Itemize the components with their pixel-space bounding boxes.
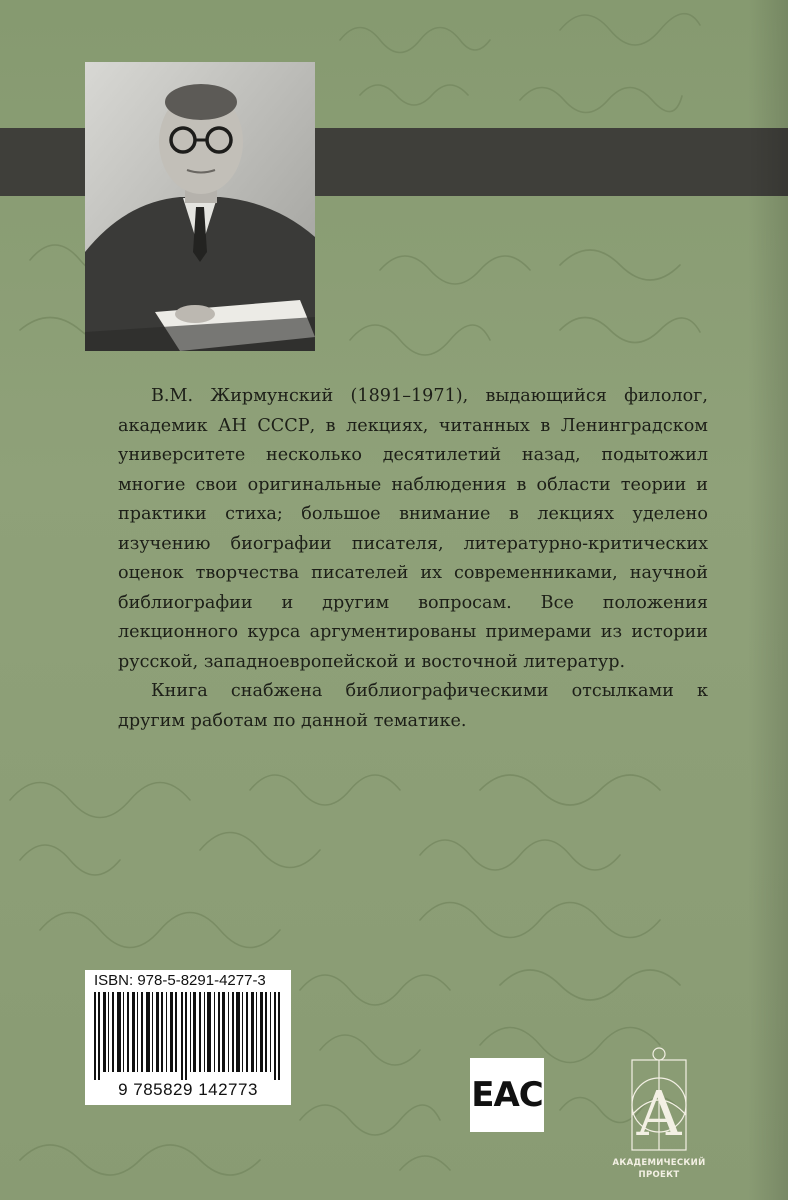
description-paragraph: В.М. Жирмунский (1891–1971), выдающийся филолог, академик АН СССР, в лекциях, читанных в Ленинградском университете несколько десятилетий назад, подытожил многие свои оригинальные наблюдения в области теории и практики стиха; большое внимание в лекциях уделено изучению биографии писателя, литературно-критических оценок творчества писателей их современниками, научной библиографии и другим вопросам. Все положения лекционного курса аргументированы примерами из истории русской, западноевропейской и восточной литератур.	[118, 386, 708, 672]
barcode-number: 9 785829 142773	[118, 1080, 258, 1099]
publisher-emblem-icon	[604, 1045, 714, 1157]
author-portrait	[85, 62, 315, 351]
spine-shadow	[748, 0, 788, 1200]
publisher-name	[604, 1157, 714, 1181]
eac-mark-text: EAC	[471, 1075, 543, 1115]
isbn-barcode-block	[85, 970, 291, 1105]
publisher-name-line: ПРОЕКТ	[638, 1170, 680, 1180]
description-paragraph: Книга снабжена библиографическими отсылками к другим работам по данной тематике.	[118, 681, 708, 731]
publisher-logo	[604, 1045, 714, 1195]
barcode-icon	[94, 992, 284, 1080]
isbn-label: ISBN: 978-5-8291-4277-3	[94, 972, 266, 989]
svg-text:A: A	[636, 1077, 682, 1150]
publisher-name-line: АКАДЕМИЧЕСКИЙ	[612, 1158, 706, 1168]
book-description	[118, 382, 708, 736]
eac-certification-mark	[470, 1058, 544, 1132]
